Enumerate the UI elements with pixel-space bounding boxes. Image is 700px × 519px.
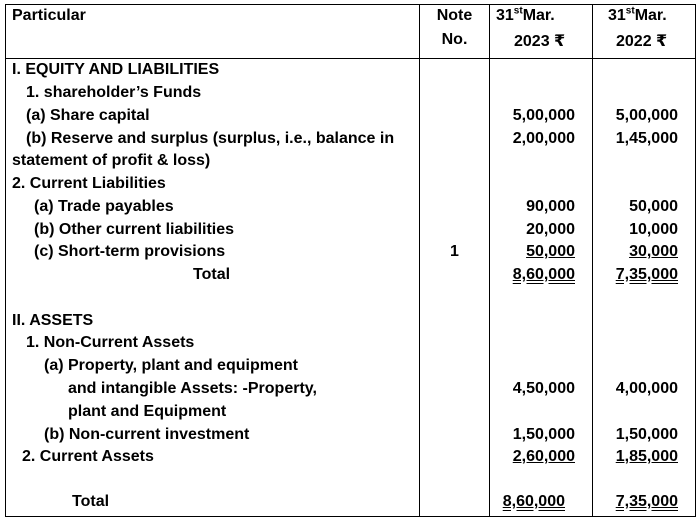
- reserve-2022: 1,45,000: [615, 130, 678, 147]
- assets-heading: II. ASSETS: [12, 312, 94, 329]
- investment-2022: 1,50,000: [615, 426, 678, 443]
- assets-total-label: Total: [72, 493, 110, 510]
- short-term-2022: 30,000: [629, 243, 678, 260]
- ppe-2022: 4,00,000: [615, 380, 678, 397]
- non-current-assets-label: 1. Non-Current Assets: [26, 334, 195, 351]
- shareholders-funds-label: 1. shareholder’s Funds: [26, 84, 202, 101]
- trade-payables-label: (a) Trade payables: [34, 198, 174, 215]
- other-current-2022: 10,000: [629, 221, 678, 238]
- header-2022-year: 2022 ₹: [616, 33, 668, 50]
- short-term-2023: 50,000: [526, 243, 575, 260]
- reserve-label-line2: statement of profit & loss): [12, 152, 211, 169]
- share-capital-label: (a) Share capital: [26, 107, 150, 124]
- trade-payables-2022: 50,000: [629, 198, 678, 215]
- trade-payables-2023: 90,000: [526, 198, 575, 215]
- ppe-label-line1: (a) Property, plant and equipment: [44, 357, 298, 374]
- current-liabilities-label: 2. Current Liabilities: [12, 175, 166, 192]
- table-border-top: [5, 4, 696, 5]
- equity-heading: I. EQUITY AND LIABILITIES: [12, 61, 220, 78]
- investment-label: (b) Non-current investment: [44, 426, 250, 443]
- reserve-label-line1: (b) Reserve and surplus (surplus, i.e., balance in: [26, 130, 395, 147]
- header-2023-date: 31stMar.: [496, 5, 555, 24]
- column-divider-2022: [592, 4, 593, 517]
- other-current-label: (b) Other current liabilities: [34, 221, 235, 238]
- equity-total-2022: 7,35,000: [615, 266, 678, 283]
- header-note-line1: Note: [436, 7, 473, 24]
- table-border-bottom: [5, 516, 696, 517]
- assets-total-2023: 8,60,000: [502, 493, 565, 510]
- ppe-label-line2: and intangible Assets: -Property,: [68, 380, 317, 397]
- column-divider-2023: [489, 4, 490, 517]
- table-border-right: [695, 4, 696, 517]
- share-capital-2023: 5,00,000: [512, 107, 575, 124]
- investment-2023: 1,50,000: [512, 426, 575, 443]
- header-2022-date: 31stMar.: [608, 5, 667, 24]
- table-border-left: [5, 4, 6, 517]
- current-assets-2023: 2,60,000: [512, 448, 575, 465]
- header-divider: [5, 58, 696, 59]
- assets-total-2022: 7,35,000: [615, 493, 678, 510]
- header-note-line2: No.: [441, 31, 468, 48]
- ppe-2023: 4,50,000: [512, 380, 575, 397]
- share-capital-2022: 5,00,000: [615, 107, 678, 124]
- current-assets-2022: 1,85,000: [615, 448, 678, 465]
- reserve-2023: 2,00,000: [512, 130, 575, 147]
- header-2023-year: 2023 ₹: [514, 33, 566, 50]
- ppe-label-line3: plant and Equipment: [68, 403, 227, 420]
- equity-total-2023: 8,60,000: [512, 266, 575, 283]
- equity-total-label: Total: [193, 266, 231, 283]
- other-current-2023: 20,000: [526, 221, 575, 238]
- short-term-note: 1: [450, 243, 459, 260]
- header-particular: Particular: [12, 7, 86, 24]
- short-term-label: (c) Short-term provisions: [34, 243, 226, 260]
- current-assets-label: 2. Current Assets: [22, 448, 154, 465]
